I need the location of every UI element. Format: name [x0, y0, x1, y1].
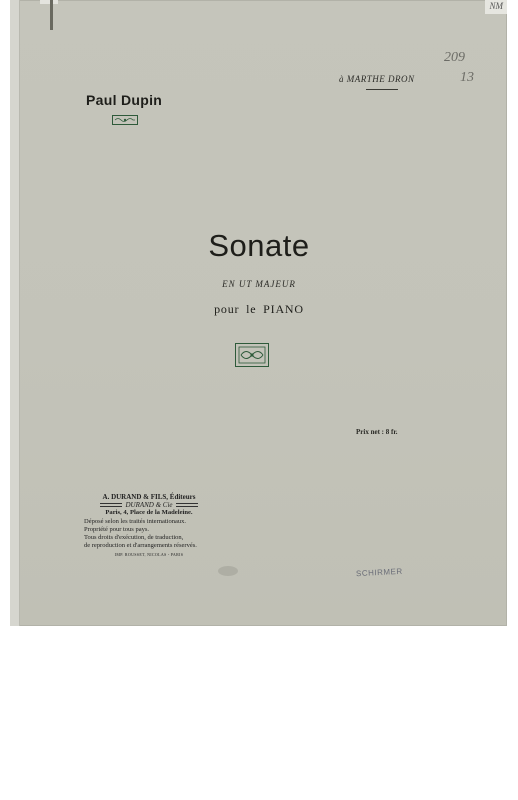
- library-stamp: SCHIRMER: [355, 566, 403, 579]
- paper-tear: [40, 0, 58, 4]
- rule-left: [100, 503, 122, 507]
- corner-mark-text: NM: [489, 1, 503, 11]
- corner-label: [485, 0, 507, 14]
- pencil-mark-bottom: 13: [460, 70, 474, 85]
- dedication: à MARTHE DRON: [339, 74, 415, 84]
- subtitle: EN UT MAJEUR: [222, 279, 296, 289]
- legal-line: Déposé selon les traités internationaux.: [84, 517, 186, 525]
- ornament-icon: [235, 343, 269, 367]
- instrumentation: pour le PIANO: [214, 302, 304, 316]
- pencil-mark-top: 209: [444, 50, 465, 65]
- publisher-address: Paris, 4, Place de la Madeleine.: [105, 509, 193, 517]
- page-title: Sonate: [208, 228, 310, 263]
- dedication-rule: [366, 89, 398, 90]
- rule-right: [176, 503, 198, 507]
- publisher-name: A. DURAND & FILS, Éditeurs: [102, 493, 196, 501]
- printer-imprint: IMP. ROUSSET, NICOLAS - PARIS: [114, 552, 184, 558]
- publisher-successor: DURAND & Cie: [125, 501, 173, 510]
- small-ornament-icon: [112, 115, 138, 125]
- publisher-successor-line: [84, 501, 214, 509]
- price: Prix net : 8 fr.: [356, 428, 398, 436]
- legal-line: Propriété pour tous pays.: [84, 525, 149, 533]
- paper-tear-mark: [50, 0, 53, 30]
- legal-line: Tous droits d'exécution, de traduction,: [84, 534, 184, 542]
- composer-name: Paul Dupin: [86, 92, 163, 108]
- legal-line: de reproduction et d'arrangements réservés.: [84, 542, 197, 550]
- smudge-mark: [218, 566, 238, 576]
- publisher-block: [84, 493, 214, 560]
